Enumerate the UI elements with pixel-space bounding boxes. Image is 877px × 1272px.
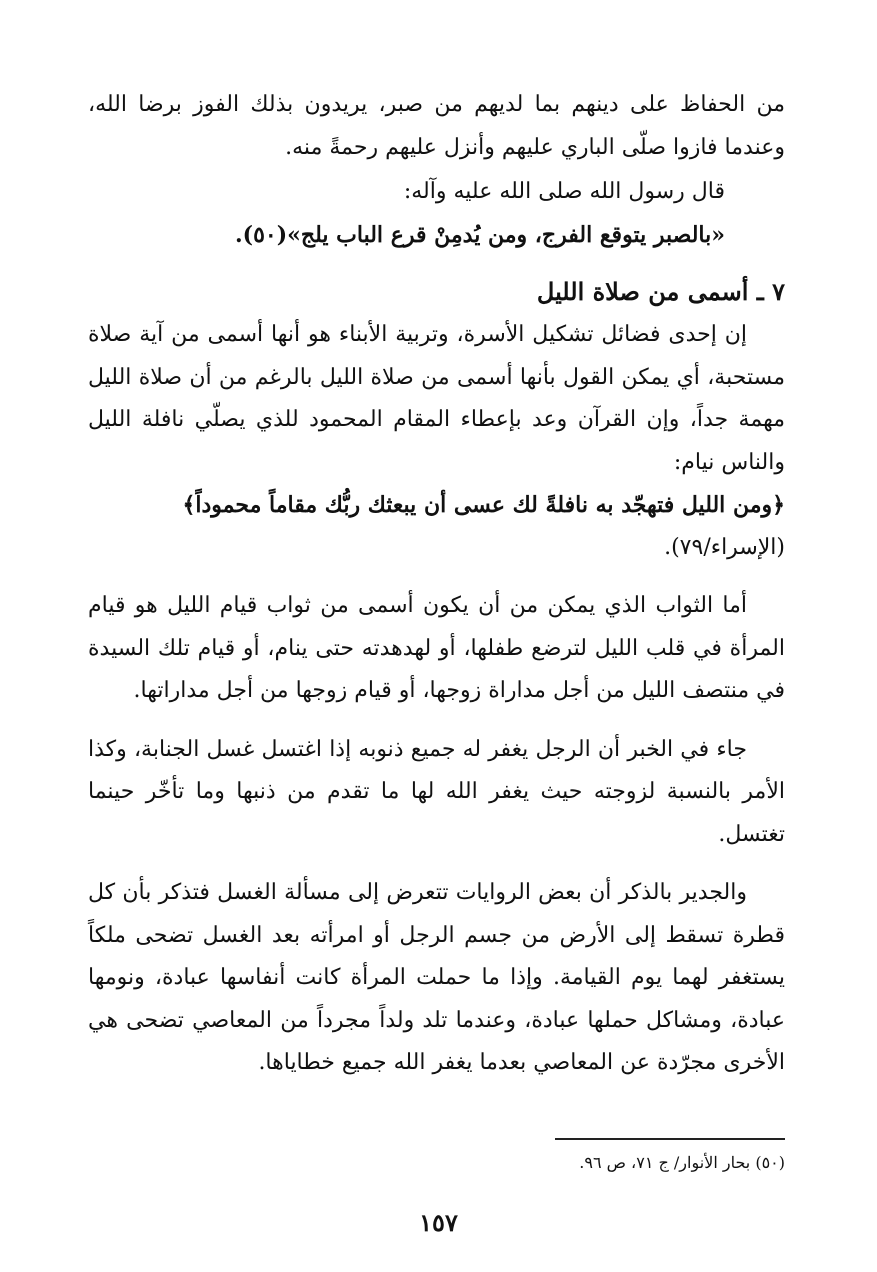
paragraph-3: جاء في الخبر أن الرجل يغفر له جميع ذنوبه إذا اغتسل غسل الجنابة، وكذا الأمر بالنسبة لزوجته حيث يغفر الله لها ما تقدم من ذنبها وما تأخّر حينما تغتسل. — [88, 736, 785, 847]
hadith-quote: «بالصبر يتوقع الفرج، ومن يُدمِنْ قرع الباب يلج»(٥٠). — [235, 221, 725, 248]
paragraph-4: والجدير بالذكر أن بعض الروايات تتعرض إلى مسألة الغسل فتذكر بأن كل قطرة تسقط إلى الأرض من جسم الرجل أو امرأته بعد الغسل تضحى ملكاً يستغفر لهما يوم القيامة. وإذا ما حملت المرأة كانت أنفاسها عبادة، ونومها عبادة، ومشاكل حملها عبادة، وعندما تلد ولداً مجرداً من المعاصي تضحى هي الأخرى مجرّدة عن المعاصي بعدما يغفر الله جميع خطاياها. — [88, 880, 785, 1075]
page-number: ١٥٧ — [419, 1208, 458, 1237]
verse-reference: (الإسراء/٧٩). — [664, 534, 785, 560]
paragraph-1: إن إحدى فضائل تشكيل الأسرة، وتربية الأبناء هو أنها أسمى من آية صلاة مستحبة، أي يمكن القول بأنها أسمى من صلاة الليل بالرغم من أن صلاة الليل مهمة جداً، وإن القرآن وعد بإعطاء المقام المحمود للذي يصلّي نافلة الليل والناس نيام: — [88, 322, 786, 475]
footnote: (٥٠) بحار الأنوار/ ج ٧١، ص ٩٦. — [579, 1153, 785, 1172]
quote-intro: قال رسول الله صلى الله عليه وآله: — [403, 179, 725, 204]
intro-paragraph: من الحفاظ على دينهم بما لديهم من صبر، يريدون بذلك الفوز برضا الله، وعندما فازوا صلّى الباري عليهم وأنزل عليهم رحمةً منه. — [88, 92, 785, 160]
footnote-divider — [555, 1138, 785, 1140]
quran-verse: ﴿ومن الليل فتهجّد به نافلةً لك عسى أن يبعثك ربُّك مقاماً محموداً﴾ — [182, 492, 785, 518]
section-heading: ٧ ـ أسمى من صلاة الليل — [536, 277, 785, 306]
paragraph-2: أما الثواب الذي يمكن من أن يكون أسمى من ثواب قيام الليل هو قيام المرأة في قلب الليل لترضع طفلها، أو لهدهدته حتى ينام، أو قيام تلك السيدة في منتصف الليل من أجل مداراة زوجها، أو قيام زوجها من أجل مداراتها. — [88, 593, 785, 703]
